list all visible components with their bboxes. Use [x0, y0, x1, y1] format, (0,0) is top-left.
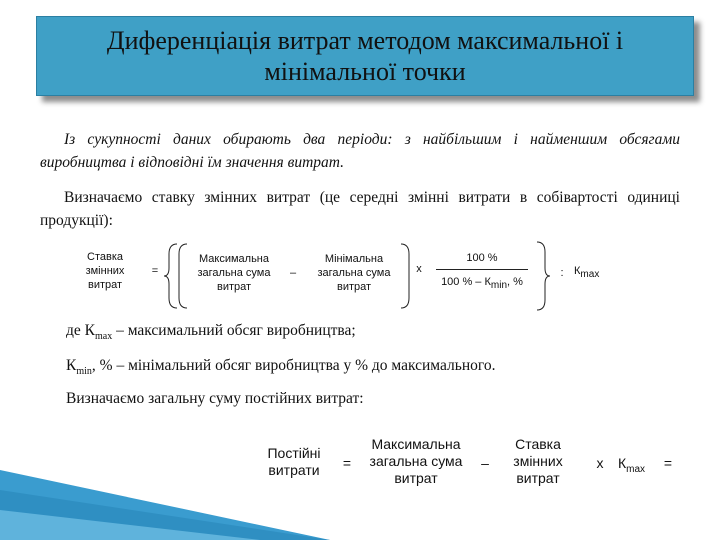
- formula1-min-line: загальна сума: [317, 267, 391, 279]
- def1-sub: max: [94, 331, 113, 343]
- formula2-max-line: витрат: [394, 470, 438, 486]
- formula1-lhs-line: змінних: [85, 265, 125, 277]
- formula1-lhs-line: витрат: [87, 279, 123, 291]
- formula1-numerator: 100 %: [466, 252, 498, 264]
- formula2-rate-line: витрат: [516, 470, 560, 486]
- formula1-times: х: [416, 263, 422, 275]
- formula2-rate-line: змінних: [513, 453, 563, 469]
- formula2-max-line: Максимальна: [371, 436, 461, 452]
- formula1-denominator: [432, 275, 532, 293]
- denominator-text: 100 % – К: [441, 276, 491, 288]
- formula1-max-line: витрат: [216, 281, 252, 293]
- formula1-lhs: [70, 250, 140, 292]
- formula2-rate: [500, 436, 576, 487]
- corner-decoration: [0, 450, 330, 540]
- formula1-equals: =: [151, 265, 159, 277]
- formula1-min-line: Мінімальна: [324, 253, 384, 265]
- formula2-kmax: [618, 455, 656, 478]
- formula2-lhs-line: Постійні: [267, 445, 321, 461]
- formula2-rate-line: Ставка: [515, 436, 561, 452]
- rate-paragraph: Визначаємо ставку змінних витрат (це середні змінні витрати в собівартості одиниці продукції):: [40, 189, 680, 229]
- formula1-min: [306, 252, 402, 294]
- formula1-lhs-line: Ставка: [87, 251, 123, 263]
- formula2-equals: =: [342, 455, 352, 471]
- formula1-minus: –: [289, 267, 297, 279]
- kmax-sub: max: [580, 269, 600, 281]
- slide-title-line2: мінімальної точки: [264, 57, 466, 86]
- def2-suffix: , % – мінімальний обсяг виробництва у % до максимального.: [91, 357, 496, 374]
- definition-kmax: [66, 322, 356, 342]
- kmax-letter: К: [574, 265, 581, 277]
- denominator-sub: min: [490, 280, 508, 292]
- kmax-sub: max: [626, 463, 646, 475]
- def2-text: К: [66, 357, 77, 374]
- formula2-equals-2: =: [663, 455, 673, 471]
- formula2-max: [360, 436, 472, 487]
- def1-suffix: – максимальний обсяг виробництва;: [112, 322, 356, 339]
- formula2-lhs-line: витрати: [268, 462, 320, 478]
- denominator-suffix: , %: [507, 276, 523, 288]
- fixed-cost-paragraph: Визначаємо загальну суму постійних витрат:: [66, 390, 364, 407]
- kmax-letter: К: [618, 455, 627, 471]
- formula1-right-brace: [533, 238, 553, 314]
- formula1-max-line: загальна сума: [197, 267, 271, 279]
- formula1-fraction-line: [436, 269, 528, 270]
- formula2-minus: –: [481, 455, 489, 471]
- formula1-kmax: [574, 264, 610, 282]
- formula1-min-line: витрат: [336, 281, 372, 293]
- definition-kmin: [66, 357, 495, 377]
- intro-paragraph: Із сукупності даних обирають два періоди: з найбільшим і найменшим обсягами виробництва і відповідні їм значення витрат.: [40, 131, 680, 171]
- formula2-max-line: загальна сума: [369, 453, 463, 469]
- def2-sub: min: [76, 366, 92, 378]
- slide-title-line1: Диференціація витрат методом максимальної і: [106, 25, 624, 55]
- formula1-max: [188, 252, 280, 294]
- formula1-max-line: Максимальна: [198, 253, 269, 265]
- formula2-times: х: [596, 455, 604, 471]
- formula1-divide: :: [560, 267, 564, 279]
- slide-title: [36, 16, 694, 96]
- def1-text: де К: [66, 322, 95, 339]
